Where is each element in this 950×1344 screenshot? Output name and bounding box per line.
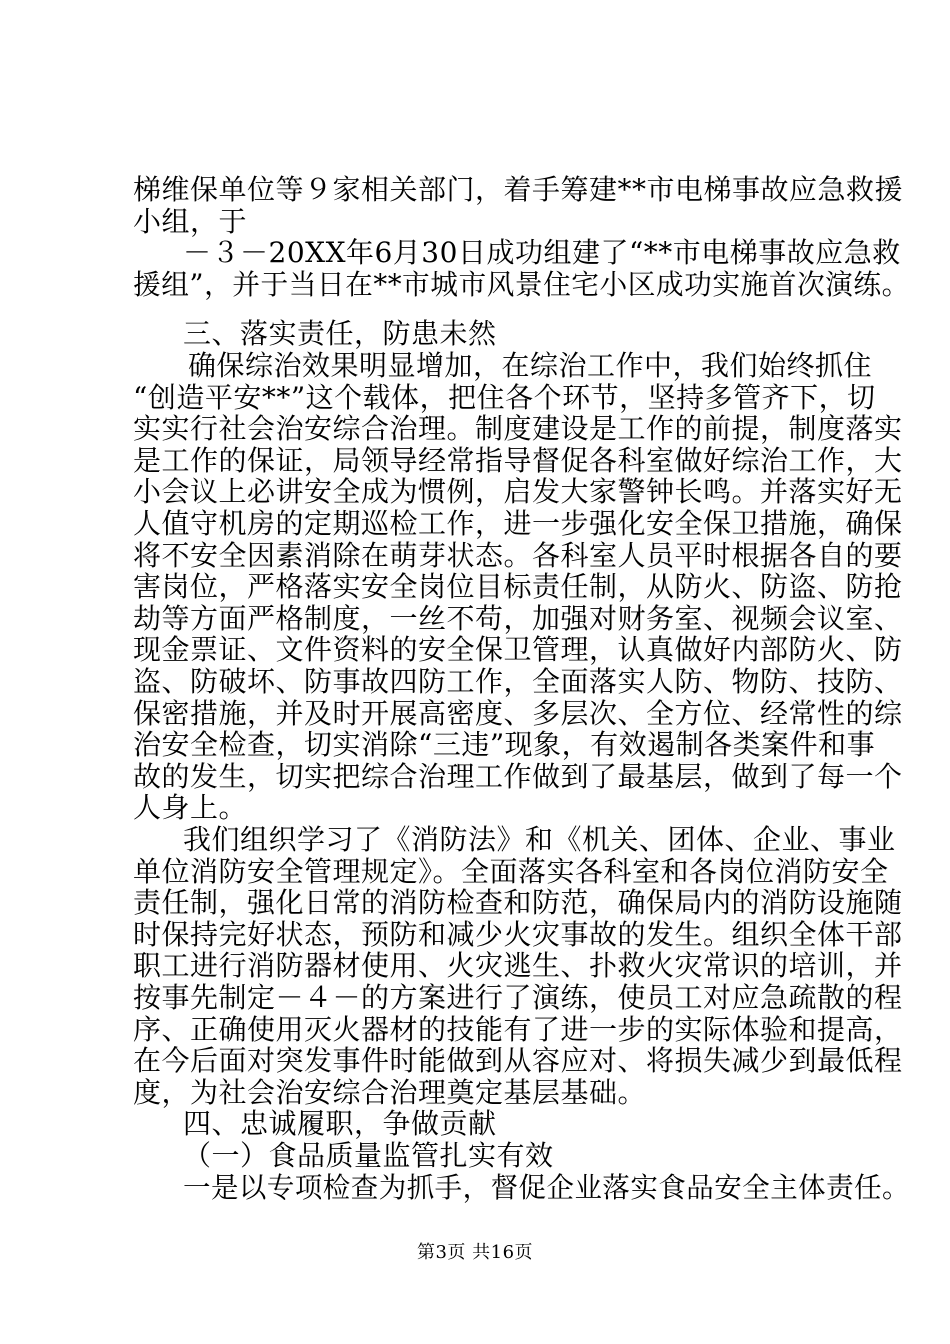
- text-line: 将不安全因素消除在萌芽状态。各科室人员平时根据各自的要: [133, 538, 903, 572]
- section-heading: 四、忠诚履职，争做贡献: [183, 1107, 497, 1141]
- page-number-footer: 第3页 共16页: [416, 1242, 534, 1263]
- text-line: 我们组织学习了《消防法》和《机关、团体、企业、事业: [183, 823, 896, 856]
- text-line: 保密措施，并及时开展高密度、多层次、全方位、经常性的综: [133, 696, 903, 730]
- text-line: 单位消防安全管理规定》。全面落实各科室和各岗位消防安全: [133, 854, 889, 888]
- text-line: 是工作的保证，局领导经常指导督促各科室做好综治工作，大: [133, 443, 903, 477]
- text-line: 小会议上必讲安全成为惯例，启发大家警钟长鸣。并落实好无: [133, 475, 903, 509]
- text-line: 实实行社会治安综合治理。制度建设是工作的前提，制度落实: [133, 412, 903, 446]
- text-line: 在今后面对突发事件时能做到从容应对、将损失减少到最低程: [133, 1044, 903, 1078]
- text-line: 梯维保单位等９家相关部门，着手筹建**市电梯事故应急救援: [133, 173, 904, 206]
- text-line: 确保综治效果明显增加，在综治工作中，我们始终抓住: [188, 349, 873, 382]
- text-line: 责任制，强化日常的消防检查和防范，确保局内的消防设施随: [133, 886, 903, 920]
- text-line: 劫等方面严格制度，一丝不苟，加强对财务室、视频会议室、: [133, 601, 903, 635]
- text-line: 盗、防破坏、防事故四防工作，全面落实人防、物防、技防、: [133, 665, 903, 698]
- text-line: 治安全检查，切实消除“三违”现象，有效遏制各类案件和事: [133, 728, 876, 762]
- text-line: 援组”，并于当日在**市城市风景住宅小区成功实施首次演练。: [133, 267, 910, 301]
- text-line: 一是以专项检查为抓手，督促企业落实食品安全主体责任。: [183, 1170, 911, 1204]
- text-line: 时保持完好状态，预防和减少火灾事故的发生。组织全体干部: [133, 917, 903, 951]
- text-line: “创造平安**”这个载体，把住各个环节，坚持多管齐下，切: [133, 380, 876, 414]
- text-line: 序、正确使用灭火器材的技能有了进一步的实际体验和提高，: [133, 1012, 903, 1046]
- text-line: 度，为社会治安综合治理奠定基层基础。: [133, 1075, 647, 1109]
- text-line: 小组，于: [133, 204, 248, 238]
- subsection-heading: （一）食品质量监管扎实有效: [183, 1139, 554, 1172]
- text-line: 按事先制定－４－的方案进行了演练，使员工对应急疏散的程: [133, 981, 903, 1014]
- text-line: 现金票证、文件资料的安全保卫管理，认真做好内部防火、防: [133, 633, 903, 667]
- text-line: 故的发生，切实把综合治理工作做到了最基层，做到了每一个: [133, 759, 903, 793]
- text-line: 害岗位，严格落实安全岗位目标责任制，从防火、防盗、防抢: [133, 570, 903, 604]
- section-heading: 三、落实责任，防患未然: [183, 317, 497, 351]
- text-line: 人值守机房的定期巡检工作，进一步强化安全保卫措施，确保: [133, 507, 903, 540]
- text-line: －３－20XX年6月30日成功组建了“**市电梯事故应急救: [183, 236, 901, 270]
- text-line: 人身上。: [133, 791, 248, 825]
- text-line: 职工进行消防器材使用、火灾逃生、扑救火灾常识的培训，并: [133, 949, 903, 983]
